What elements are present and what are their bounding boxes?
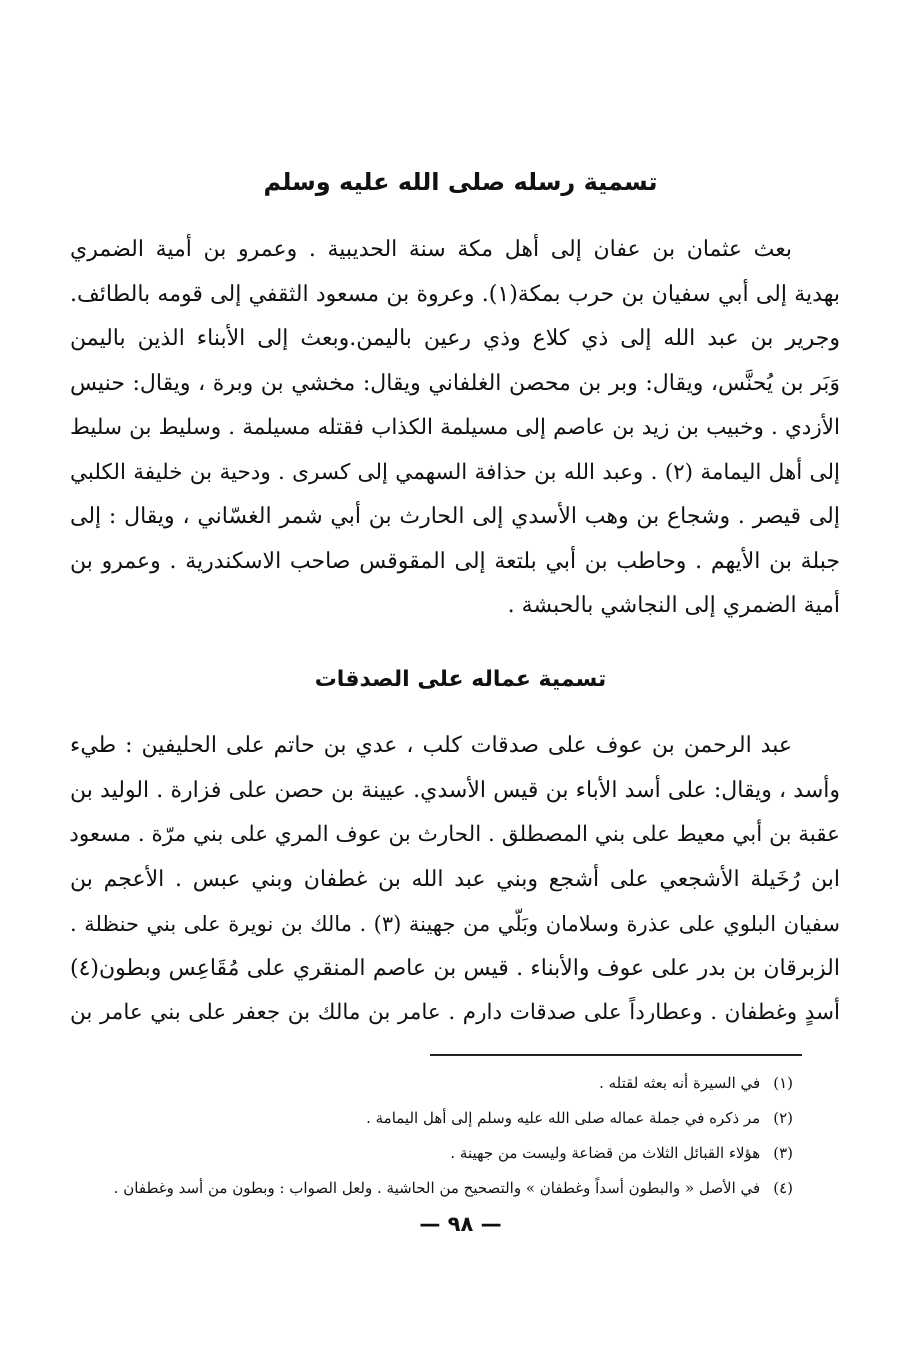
section-title-messengers: تسمية رسله صلى الله عليه وسلم [263, 168, 658, 196]
text-line: إلى أهل اليمامة (٢) . وعبد الله بن حذافة السهمي إلى كسرى . ودحية بن خليفة الكلبي [70, 459, 841, 485]
footnote-text: في السيرة أنه بعثه لقتله . [599, 1074, 761, 1092]
text-line: وَبَر بن يُحنَّس، ويقال: وبر بن محصن الغلفاني ويقال: مخشي بن وبرة ، ويقال: حنيس [70, 370, 840, 396]
text-line: الأزدي . وخبيب بن زيد بن عاصم إلى مسيلمة الكذاب فقتله مسيلمة . وسليط بن سليط [70, 415, 840, 440]
paragraph-messengers [70, 228, 840, 629]
footnote-item [40, 1136, 793, 1171]
footnote-number: (٢) [773, 1109, 793, 1127]
text-line: عبد الرحمن بن عوف على صدقات كلب ، عدي بن حاتم على الحليفين : طيء [70, 733, 792, 758]
text-line: سفيان البلوي على عذرة وسلامان وبَلّي من جهينة (٣) . مالك بن نويرة على بني حنظلة . [70, 912, 840, 936]
text-line: أمية الضمري إلى النجاشي بالحبشة . [507, 593, 840, 618]
text-line: إلى قيصر . وشجاع بن وهب الأسدي إلى الحارث بن أبي شمر الغسّاني ، ويقال : إلى [70, 504, 840, 529]
footnote-text: مر ذكره في جملة عماله صلى الله عليه وسلم إلى أهل اليمامة . [366, 1109, 761, 1127]
footnote-number: (١) [773, 1074, 793, 1092]
footnote-item [40, 1066, 793, 1101]
footnote-text: في الأصل « والبطون أسداً وغطفان » والتصحيح من الحاشية . ولعل الصواب : وبطون من أسد وغطفان . [113, 1179, 761, 1197]
text-line: وأسد ، ويقال: على أسد الأباء بن قيس الأسدي. عيينة بن حصن على فزارة . الوليد بن [70, 777, 840, 803]
footnote-number: (٤) [773, 1179, 793, 1197]
text-line: ابن رُخَيلة الأشجعي على أشجع وبني عبد الله بن غطفان وبني عبس . الأعجم بن [70, 866, 840, 892]
text-line: بعث عثمان بن عفان إلى أهل مكة سنة الحديبية . وعمرو بن أمية الضمري [70, 237, 792, 262]
text-line: الزبرقان بن بدر على عوف والأبناء . قيس بن عاصم المنقري على مُقَاعِس وبطون(٤) [70, 955, 840, 981]
page-number: — ٩٨ — [419, 1212, 502, 1236]
footnote-divider [430, 1054, 802, 1056]
footnote-number: (٣) [773, 1144, 793, 1162]
text-line: أسدٍ وغطفان . وعطارداً على صدقات دارم . عامر بن مالك بن جعفر على بني عامر بن [70, 1000, 840, 1025]
footnote-item [40, 1171, 793, 1206]
text-line: بهدية إلى أبي سفيان بن حرب بمكة(١). وعروة بن مسعود الثقفي إلى قومه بالطائف. [70, 281, 840, 307]
text-line: عقبة بن أبي معيط على بني المصطلق . الحارث بن عوف المري على بني مرّة . مسعود [69, 822, 840, 847]
footnote-item [40, 1101, 793, 1136]
text-line: جبلة بن الأيهم . وحاطب بن أبي بلتعة إلى المقوقس صاحب الاسكندرية . وعمرو بن [70, 548, 840, 574]
text-line: وجرير بن عبد الله إلى ذي كلاع وذي رعين باليمن.وبعث إلى الأبناء الذين باليمن [70, 326, 840, 351]
footnotes [40, 1066, 793, 1206]
paragraph-collectors [70, 724, 840, 1036]
section-title-collectors: تسمية عماله على الصدقات [314, 667, 607, 692]
footnote-text: هؤلاء القبائل الثلاث من قضاعة وليست من جهينة . [450, 1144, 761, 1162]
